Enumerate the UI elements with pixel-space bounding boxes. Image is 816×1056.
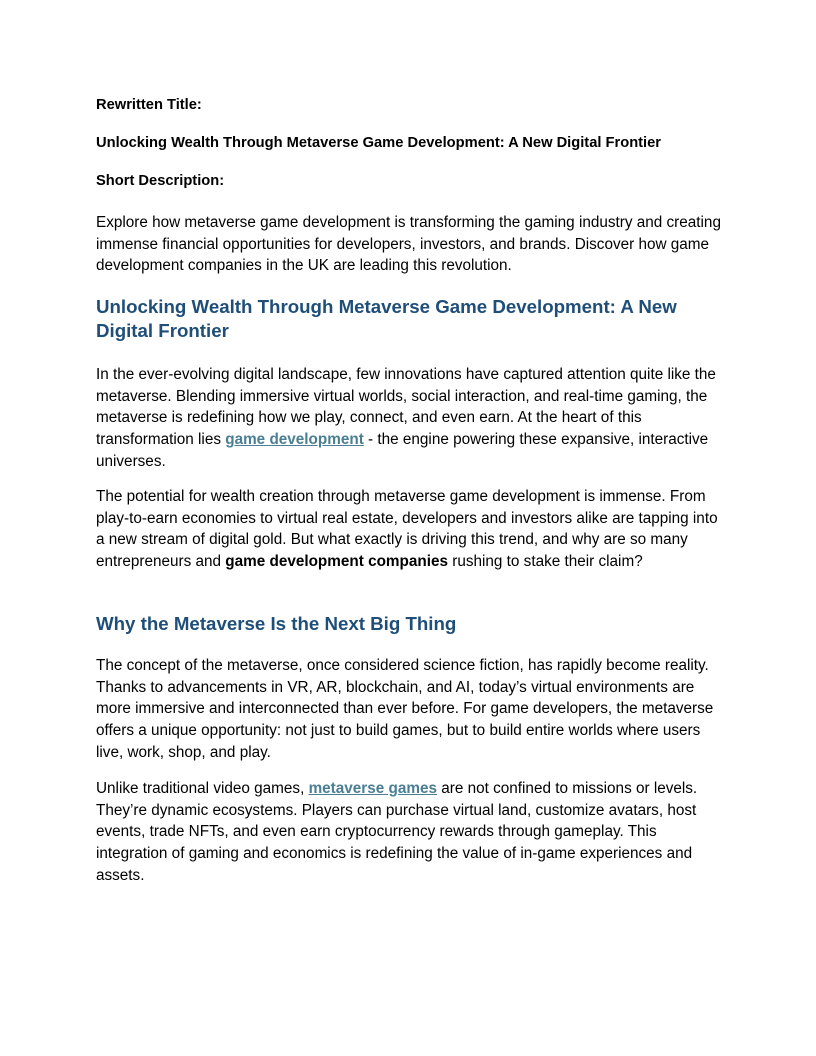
game-development-link[interactable]: game development: [225, 431, 364, 449]
why-p2-text-after: are not confined to missions or levels. They’re dynamic ecosystems. Players can purchase virtual land, customize avatars, host events, trade NFTs, and even earn cryptocurrency rewards through gameplay. This integration of gaming and economics is redefining the value of in-game experiences and assets.: [96, 780, 698, 884]
intro-p2-text-before: The potential for wealth creation through metaverse game development is immense. From play-to-earn economies to virtual real estate, developers and investors alike are tapping into a new stream of digital gold. But what exactly is driving this trend, and why are so many entrepreneurs and: [96, 488, 718, 571]
intro-p2-text-after: rushing to stake their claim?: [448, 553, 643, 571]
game-development-companies-bold: game development companies: [225, 553, 448, 571]
short-description-text: Explore how metaverse game development is transforming the gaming industry and creating immense financial opportunities for developers, investors, and brands. Discover how game development companies in the UK are leading this revolution.: [96, 214, 721, 275]
intro-p1-text-before: In the ever-evolving digital landscape, few innovations have captured attention quite like the metaverse. Blending immersive virtual worlds, social interaction, and real-time gaming, the metaverse is redefining how we play, connect, and even earn. At the heart of this transformation lies: [96, 366, 716, 449]
main-heading: Unlocking Wealth Through Metaverse Game Development: A New Digital Frontier: [96, 296, 677, 341]
why-paragraph-2: [96, 778, 722, 887]
why-paragraph-1: The concept of the metaverse, once considered science fiction, has rapidly become reality. Thanks to advancements in VR, AR, blockchain, and AI, today’s virtual environments are more immersive and interconnected than ever before. For game developers, the metaverse offers a unique opportunity: not just to build games, but to build entire worlds where users live, work, shop, and play.: [96, 657, 714, 761]
why-p2-text-before: Unlike traditional video games,: [96, 780, 309, 797]
metaverse-games-link[interactable]: metaverse games: [308, 780, 437, 797]
rewritten-title-text: Unlocking Wealth Through Metaverse Game Development: A New Digital Frontier: [96, 135, 662, 151]
intro-paragraph-2: [96, 486, 722, 573]
short-description-label: Short Description:: [96, 173, 225, 189]
why-metaverse-heading: Why the Metaverse Is the Next Big Thing: [96, 613, 457, 634]
intro-p1-text-after: - the engine powering these expansive, interactive universes.: [96, 431, 709, 470]
intro-paragraph-1: [96, 364, 722, 473]
rewritten-title-label: Rewritten Title:: [96, 97, 202, 113]
